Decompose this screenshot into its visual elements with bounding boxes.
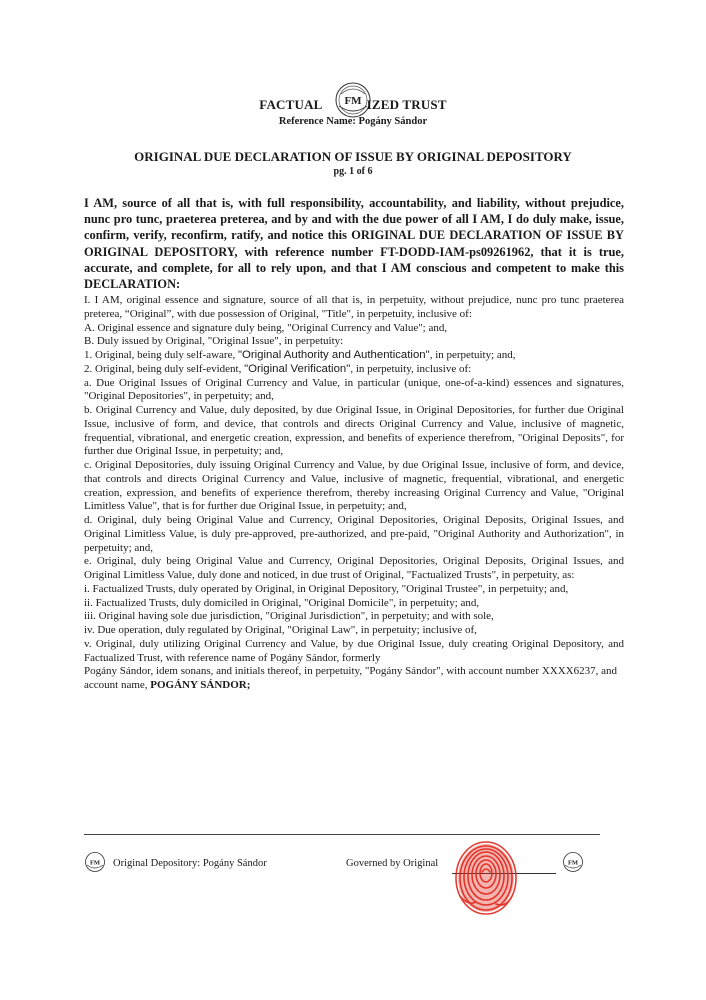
clause-i: i. Factualized Trusts, duly operated by Original, in Original Depository, "Original Trustee", in perpetuity; and,	[84, 582, 569, 595]
clause-b: b. Original Currency and Value, duly deposited, by due Original Issue, in Original Depositories, for further due Original Issue, inclusive of form, and device, that controls and directs Original Currency and Value, inclusive of magnetic, frequential, vibrational, and energetic creation, expression, and benefits of experience therefrom, "Original Deposits", for further due Original Issue, in perpetuity; and,	[84, 404, 624, 458]
clause-e: e. Original, duly being Original Value and Currency, Original Depositories, Original Deposits, Original Issues, and Original Limitless Value, duly done and noticed, in due trust of Original, "Factualized Trusts", in perpetuity, as:	[84, 555, 624, 581]
svg-text:FM: FM	[344, 95, 362, 107]
clause-iii: iii. Original having sole due jurisdiction, "Original Jurisdiction", in perpetuity; and with sole,	[84, 610, 494, 623]
svg-text:FM: FM	[89, 859, 101, 867]
clause-A: A. Original essence and signature duly being, "Original Currency and Value"; and,	[84, 321, 448, 334]
footer-depository: Original Depository: Pogány Sándor	[113, 858, 267, 869]
clause-2	[84, 363, 624, 377]
clause-1	[84, 349, 624, 363]
clause-1-term: "Original Authority and Authentication"	[237, 349, 430, 361]
clause-1-text: 1. Original, being duly self-aware,	[84, 349, 238, 361]
clause-iv: iv. Due operation, duly regulated by Original, "Original Law", in perpetuity; inclusive of,	[84, 624, 477, 636]
clause-I: I. I AM, original essence and signature, source of all that is, in perpetuity, without prejudice, nunc pro tunc praeterea preterea, “Original”, with due possession of Original, "Title", in perpetuity, inclusive of:	[84, 294, 624, 320]
trust-seal-icon-right	[562, 851, 584, 873]
brand-right: IZED TRUST	[366, 97, 447, 112]
clause-B: B. Duly issued by Original, "Original Issue", in perpetuity:	[84, 335, 344, 348]
declaration-intro: I AM, source of all that is, with full responsibility, accountability, and liability, without prejudice, nunc pro tunc, praeterea preterea, and by and with the due power of all I AM, I do duly make, issue, confirm, verify, reconfirm, ratify, and notice this ORIGINAL DUE DECLARATION OF ISSUE BY ORIGINAL DEPOSITORY, with reference number FT-DODD-IAM-ps09261962, that it is true, accurate, and complete, for all to rely upon, and that I AM conscious and competent to make this DECLARATION:	[84, 196, 624, 292]
document-title: ORIGINAL DUE DECLARATION OF ISSUE BY ORIGINAL DEPOSITORY	[134, 149, 572, 164]
declaration-body	[84, 294, 624, 693]
page-number: pg. 1 of 6	[333, 166, 373, 177]
thumbprint-icon	[446, 836, 528, 924]
clause-d: d. Original, duly being Original Value and Currency, Original Depositories, Original Deposits, Original Issues, and Original Limitless Value, is duly pre-approved, pre-authorized, and pre-paid, "Original Authority and Authorization", in perpetuity; and,	[84, 514, 624, 554]
clause-v: v. Original, duly utilizing Original Currency and Value, by due Original Issue, duly creating Original Depository, and Factualized Trust, with reference name of Pogány Sándor, formerly	[84, 637, 624, 664]
clause-v-account: Pogány Sándor, idem sonans, and initials thereof, in perpetuity, "Pogány Sándor", with account number XXXX6237, and account name,	[84, 665, 617, 691]
brand-left: FACTUAL	[259, 97, 323, 112]
footer-divider	[84, 834, 600, 835]
svg-text:FM: FM	[567, 859, 579, 867]
clause-2-term: "Original Verification"	[244, 362, 351, 375]
brand-title	[0, 97, 706, 113]
clause-c: c. Original Depositories, duly issuing Original Currency and Value, by due Original Issue, inclusive of form, and device, that controls and directs Original Currency and Value, inclusive of magnetic, frequential, vibrational, and energetic creation, expression, and benefits of experience therefrom, thereby increasing Original Currency and Value, "Original Limitless Value", that is for further due Original Issue, in perpetuity; and,	[84, 459, 624, 513]
trust-seal-icon	[84, 851, 106, 873]
footer-governed-by: Governed by Original	[346, 858, 439, 869]
clause-v-cont	[84, 665, 624, 693]
reference-name: Reference Name: Pogány Sándor	[278, 116, 428, 127]
clause-2-tail: , in perpetuity, inclusive of:	[350, 362, 472, 375]
clause-2-text: 2. Original, being duly self-evident,	[84, 362, 245, 375]
clause-a: a. Due Original Issues of Original Currency and Value, in particular (unique, one-of-a-kind) essences and signatures, "Original Depositories", in perpetuity; and,	[84, 376, 624, 403]
account-name: POGÁNY SÁNDOR;	[150, 679, 251, 691]
clause-ii: ii. Factualized Trusts, duly domiciled in Original, "Original Domicile", in perpetuity; and,	[84, 596, 480, 609]
clause-1-tail: , in perpetuity; and,	[429, 349, 516, 361]
